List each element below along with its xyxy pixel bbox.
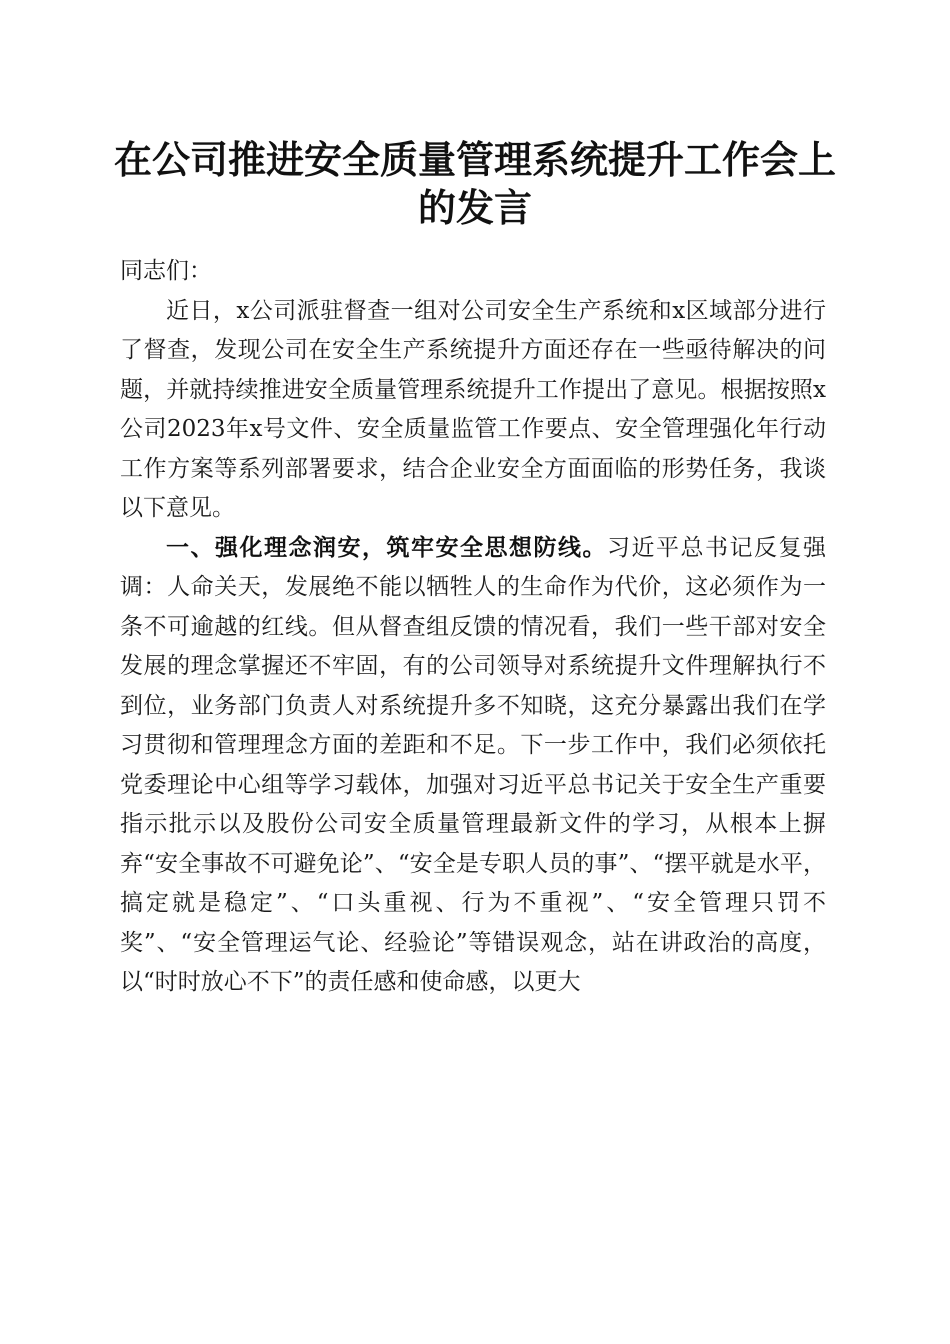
paragraph-intro: [120, 292, 826, 529]
document-body: [120, 252, 826, 1003]
paragraph-intro-text: 近日，x公司派驻督查一组对公司安全生产系统和x区域部分进行了督查，发现公司在安全生产系统提升方面还存在一些亟待解决的问题，并就持续推进安全质量管理系统提升工作提出了意见。根据按照x公司2023年x号文件、安全质量监管工作要点、安全管理强化年行动工作方案等系列部署要求，结合企业安全方面面临的形势任务，我谈以下意见。: [120, 297, 826, 521]
section-one-text: 习近平总书记反复强调：人命关天，发展绝不能以牺牲人的生命作为代价，这必须作为一条不可逾越的红线。但从督查组反馈的情况看，我们一些干部对安全发展的理念掌握还不牢固，有的公司领导对系统提升文件理解执行不到位，业务部门负责人对系统提升多不知晓，这充分暴露出我们在学习贯彻和管理理念方面的差距和不足。下一步工作中，我们必须依托党委理论中心组等学习载体，加强对习近平总书记关于安全生产重要指示批示以及股份公司安全质量管理最新文件的学习，从根本上摒弃“安全事故不可避免论”、“安全是专职人员的事”、“摆平就是水平，搞定就是稳定”、“口头重视、行为不重视”、“安全管理只罚不奖”、“安全管理运气论、经验论”等错误观念，站在讲政治的高度，以“时时放心不下”的责任感和使命感，以更大: [120, 534, 826, 995]
paragraph-section-one: [120, 529, 826, 1003]
greeting: 同志们：: [120, 258, 212, 284]
section-one-heading: 一、强化理念润安，筑牢安全思想防线。: [166, 534, 607, 561]
document-title: 在公司推进安全质量管理系统提升工作会上的发言: [113, 137, 836, 230]
